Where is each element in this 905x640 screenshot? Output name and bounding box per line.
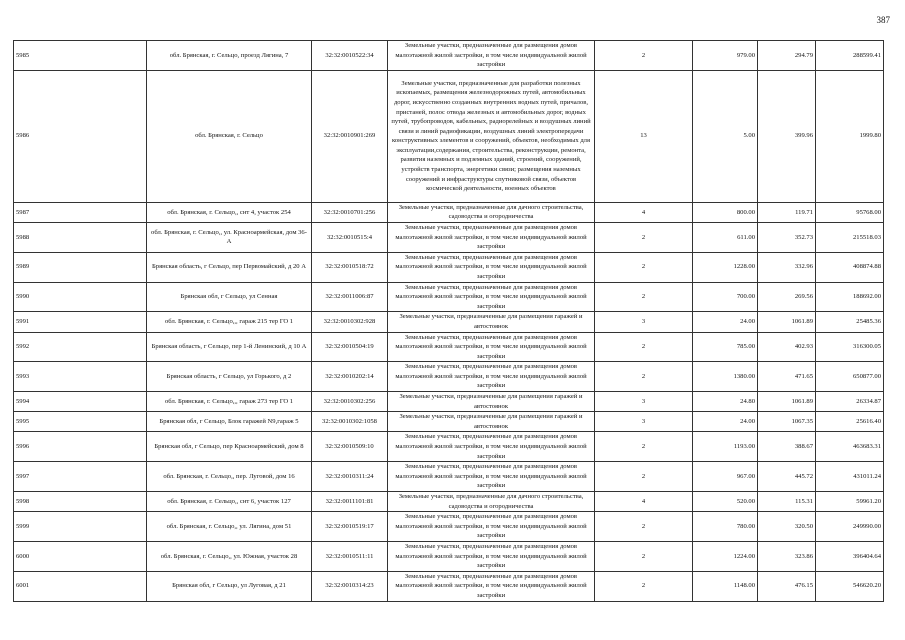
- cadastral-value-cell: 25485.36: [816, 312, 884, 332]
- cadastral-number-cell: 32:32:0010515:4: [312, 222, 388, 252]
- address-cell: обл. Брянская, г. Сельцо,, ул. Красноармейская, дом 36-А: [147, 222, 312, 252]
- group-code-cell: 2: [595, 362, 693, 392]
- cadastral-value-cell: 25616.40: [816, 412, 884, 432]
- group-code-cell: 2: [595, 282, 693, 312]
- table-row: [14, 41, 884, 71]
- land-use-cell: Земельные участки, предназначенные для размещения домов малоэтажной жилой застройки, в том числе индивидуальной жилой застройки: [388, 252, 595, 282]
- cadastral-number-cell: 32:32:0010901:269: [312, 70, 388, 202]
- land-use-cell: Земельные участки, предназначенные для размещения домов малоэтажной жилой застройки, в том числе индивидуальной жилой застройки: [388, 432, 595, 462]
- specific-value-cell: 294.79: [758, 41, 816, 71]
- group-code-cell: 3: [595, 412, 693, 432]
- land-use-cell: Земельные участки, предназначенные для размещения гаражей и автостоянок: [388, 392, 595, 412]
- group-code-cell: 3: [595, 392, 693, 412]
- land-use-cell: Земельные участки, предназначенные для размещения домов малоэтажной жилой застройки, в том числе индивидуальной жилой застройки: [388, 512, 595, 542]
- cadastral-value-cell: 215518.03: [816, 222, 884, 252]
- specific-value-cell: 1061.89: [758, 312, 816, 332]
- address-cell: Брянская область, г Сельцо, пер Первомайский, д 20 А: [147, 252, 312, 282]
- area-cell: 800.00: [693, 202, 758, 222]
- table-row: [14, 412, 884, 432]
- cadastral-value-cell: 316300.05: [816, 332, 884, 362]
- land-use-cell: Земельные участки, предназначенные для размещения домов малоэтажной жилой застройки, в том числе индивидуальной жилой застройки: [388, 332, 595, 362]
- specific-value-cell: 388.67: [758, 432, 816, 462]
- address-cell: Брянская обл, г Сельцо, Блок гаражей N9,гараж 5: [147, 412, 312, 432]
- specific-value-cell: 1067.35: [758, 412, 816, 432]
- address-cell: Брянская область, г Сельцо, ул Горького, д 2: [147, 362, 312, 392]
- group-code-cell: 2: [595, 222, 693, 252]
- specific-value-cell: 445.72: [758, 462, 816, 492]
- area-cell: 24.80: [693, 392, 758, 412]
- cadastral-value-cell: 650877.00: [816, 362, 884, 392]
- row-number: 5985: [14, 41, 147, 71]
- row-number: 5990: [14, 282, 147, 312]
- area-cell: 1224.00: [693, 541, 758, 571]
- land-use-cell: Земельные участки, предназначенные для размещения домов малоэтажной жилой застройки, в том числе индивидуальной жилой застройки: [388, 571, 595, 601]
- cadastral-value-cell: 95768.00: [816, 202, 884, 222]
- area-cell: 24.00: [693, 412, 758, 432]
- specific-value-cell: 399.96: [758, 70, 816, 202]
- table-row: [14, 332, 884, 362]
- row-number: 5991: [14, 312, 147, 332]
- group-code-cell: 3: [595, 312, 693, 332]
- address-cell: обл. Брянская, г. Сельцо,,, гараж 273 тер ГО 1: [147, 392, 312, 412]
- area-cell: 979.00: [693, 41, 758, 71]
- cadastral-value-cell: 188692.00: [816, 282, 884, 312]
- address-cell: Брянская обл, г Сельцо, ул Сенная: [147, 282, 312, 312]
- area-cell: 700.00: [693, 282, 758, 312]
- specific-value-cell: 269.56: [758, 282, 816, 312]
- area-cell: 785.00: [693, 332, 758, 362]
- area-cell: 780.00: [693, 512, 758, 542]
- area-cell: 520.00: [693, 492, 758, 512]
- specific-value-cell: 352.73: [758, 222, 816, 252]
- address-cell: Брянская обл, г Сельцо, пер Красноармейский, дом 8: [147, 432, 312, 462]
- specific-value-cell: 1061.89: [758, 392, 816, 412]
- cadastral-number-cell: 32:32:0010302:1058: [312, 412, 388, 432]
- address-cell: обл. Брянская, г. Сельцо,,, гараж 215 тер ГО 1: [147, 312, 312, 332]
- land-use-cell: Земельные участки, предназначенные для дачного строительства, садоводства и огородничества: [388, 492, 595, 512]
- specific-value-cell: 476.15: [758, 571, 816, 601]
- table-row: [14, 432, 884, 462]
- cadastral-value-cell: 408874.88: [816, 252, 884, 282]
- area-cell: 967.00: [693, 462, 758, 492]
- table-row: [14, 70, 884, 202]
- group-code-cell: 2: [595, 512, 693, 542]
- group-code-cell: 2: [595, 462, 693, 492]
- row-number: 5994: [14, 392, 147, 412]
- land-use-cell: Земельные участки, предназначенные для размещения гаражей и автостоянок: [388, 312, 595, 332]
- table-row: [14, 512, 884, 542]
- row-number: 5995: [14, 412, 147, 432]
- cadastral-value-cell: 59961.20: [816, 492, 884, 512]
- cadastral-number-cell: 32:32:0010518:72: [312, 252, 388, 282]
- specific-value-cell: 402.93: [758, 332, 816, 362]
- cadastral-value-cell: 463683.31: [816, 432, 884, 462]
- row-number: 5989: [14, 252, 147, 282]
- land-use-cell: Земельные участки, предназначенные для размещения домов малоэтажной жилой застройки, в том числе индивидуальной жилой застройки: [388, 282, 595, 312]
- cadastral-number-cell: 32:32:0011101:81: [312, 492, 388, 512]
- cadastral-number-cell: 32:32:0010511:11: [312, 541, 388, 571]
- address-cell: обл. Брянская, г. Сельцо,, ул. Лягина, дом 51: [147, 512, 312, 542]
- row-number: 5996: [14, 432, 147, 462]
- address-cell: Брянская обл, г Сельцо, ул Луговая, д 21: [147, 571, 312, 601]
- table-row: [14, 362, 884, 392]
- group-code-cell: 2: [595, 252, 693, 282]
- cadastral-number-cell: 32:32:0010314:23: [312, 571, 388, 601]
- land-use-cell: Земельные участки, предназначенные для размещения домов малоэтажной жилой застройки, в том числе индивидуальной жилой застройки: [388, 222, 595, 252]
- cadastral-value-cell: 546620.20: [816, 571, 884, 601]
- specific-value-cell: 115.31: [758, 492, 816, 512]
- row-number: 5998: [14, 492, 147, 512]
- land-use-cell: Земельные участки, предназначенные для размещения домов малоэтажной жилой застройки, в том числе индивидуальной жилой застройки: [388, 541, 595, 571]
- specific-value-cell: 332.96: [758, 252, 816, 282]
- table-row: [14, 312, 884, 332]
- land-use-cell: Земельные участки, предназначенные для размещения домов малоэтажной жилой застройки, в том числе индивидуальной жилой застройки: [388, 462, 595, 492]
- specific-value-cell: 320.50: [758, 512, 816, 542]
- cadastral-value-cell: 249990.00: [816, 512, 884, 542]
- land-use-cell: Земельные участки, предназначенные для дачного строительства, садоводства и огородничества: [388, 202, 595, 222]
- specific-value-cell: 119.71: [758, 202, 816, 222]
- cadastral-value-cell: 26334.87: [816, 392, 884, 412]
- land-use-cell: Земельные участки, предназначенные для размещения гаражей и автостоянок: [388, 412, 595, 432]
- cadastral-number-cell: 32:32:0010202:14: [312, 362, 388, 392]
- group-code-cell: 13: [595, 70, 693, 202]
- group-code-cell: 2: [595, 41, 693, 71]
- group-code-cell: 2: [595, 432, 693, 462]
- cadastral-number-cell: 32:32:0011006:87: [312, 282, 388, 312]
- cadastral-value-cell: 288599.41: [816, 41, 884, 71]
- area-cell: 1148.00: [693, 571, 758, 601]
- table-row: [14, 252, 884, 282]
- row-number: 5987: [14, 202, 147, 222]
- cadastral-number-cell: 32:32:0010302:256: [312, 392, 388, 412]
- row-number: 5997: [14, 462, 147, 492]
- cadastral-number-cell: 32:32:0010302:928: [312, 312, 388, 332]
- cadastral-number-cell: 32:32:0010509:10: [312, 432, 388, 462]
- area-cell: 1228.00: [693, 252, 758, 282]
- row-number: 5993: [14, 362, 147, 392]
- table-row: [14, 222, 884, 252]
- group-code-cell: 4: [595, 492, 693, 512]
- row-number: 5999: [14, 512, 147, 542]
- area-cell: 1193.00: [693, 432, 758, 462]
- area-cell: 1380.00: [693, 362, 758, 392]
- address-cell: обл. Брянская, г. Сельцо,, пер. Луговой, дом 16: [147, 462, 312, 492]
- cadastral-number-cell: 32:32:0010504:19: [312, 332, 388, 362]
- cadastral-number-cell: 32:32:0010311:24: [312, 462, 388, 492]
- row-number: 6000: [14, 541, 147, 571]
- area-cell: 24.00: [693, 312, 758, 332]
- specific-value-cell: 323.86: [758, 541, 816, 571]
- row-number: 5988: [14, 222, 147, 252]
- cadastral-table: [13, 40, 884, 602]
- group-code-cell: 2: [595, 332, 693, 362]
- land-use-cell: Земельные участки, предназначенные для размещения домов малоэтажной жилой застройки, в том числе индивидуальной жилой застройки: [388, 41, 595, 71]
- row-number: 6001: [14, 571, 147, 601]
- table-body: [14, 41, 884, 602]
- address-cell: обл. Брянская, г. Сельцо,, снт 4, участок 254: [147, 202, 312, 222]
- specific-value-cell: 471.65: [758, 362, 816, 392]
- cadastral-value-cell: 396404.64: [816, 541, 884, 571]
- address-cell: обл. Брянская, г. Сельцо,, ул. Южная, участок 28: [147, 541, 312, 571]
- table-row: [14, 571, 884, 601]
- address-cell: обл. Брянская, г. Сельцо,, снт 6, участок 127: [147, 492, 312, 512]
- cadastral-value-cell: 431011.24: [816, 462, 884, 492]
- table-row: [14, 492, 884, 512]
- table-row: [14, 392, 884, 412]
- cadastral-value-cell: 1999.80: [816, 70, 884, 202]
- address-cell: обл. Брянская, г. Сельцо: [147, 70, 312, 202]
- row-number: 5992: [14, 332, 147, 362]
- land-use-cell: Земельные участки, предназначенные для размещения домов малоэтажной жилой застройки, в том числе индивидуальной жилой застройки: [388, 362, 595, 392]
- table-row: [14, 541, 884, 571]
- cadastral-number-cell: 32:32:0010522:34: [312, 41, 388, 71]
- area-cell: 5.00: [693, 70, 758, 202]
- land-use-cell: Земельные участки, предназначенные для разработки полезных ископаемых, размещения железнодорожных путей, автомобильных дорог, искусственно созданных внутренних водных путей, причалов, пристаней, полос отвода железных и автомобильных дорог, водных путей, трубопроводов, кабельных, радиорелейных и воздушных линий связи и линий радиофикации, воздушных линий электропередачи конструктивных элементов и сооружений, объектов, необходимых для эксплуатации,содержания, строительства, реконструкции, ремонта, развития наземных и подземных зданий, строений, сооружений, устройств транспорта, энергетики связи; размещения наземных сооружений и инфраструктуры спутниковой связи, объектов космической деятельности, военных объектов: [388, 70, 595, 202]
- group-code-cell: 4: [595, 202, 693, 222]
- group-code-cell: 2: [595, 541, 693, 571]
- table-row: [14, 282, 884, 312]
- group-code-cell: 2: [595, 571, 693, 601]
- cadastral-number-cell: 32:32:0010519:17: [312, 512, 388, 542]
- address-cell: обл. Брянская, г. Сельцо, проезд Лягина, 7: [147, 41, 312, 71]
- table-row: [14, 462, 884, 492]
- cadastral-number-cell: 32:32:0010701:256: [312, 202, 388, 222]
- area-cell: 611.00: [693, 222, 758, 252]
- address-cell: Брянская область, г Сельцо, пер 1-й Ленинский, д 10 А: [147, 332, 312, 362]
- row-number: 5986: [14, 70, 147, 202]
- table-row: [14, 202, 884, 222]
- page-number: 387: [876, 15, 890, 25]
